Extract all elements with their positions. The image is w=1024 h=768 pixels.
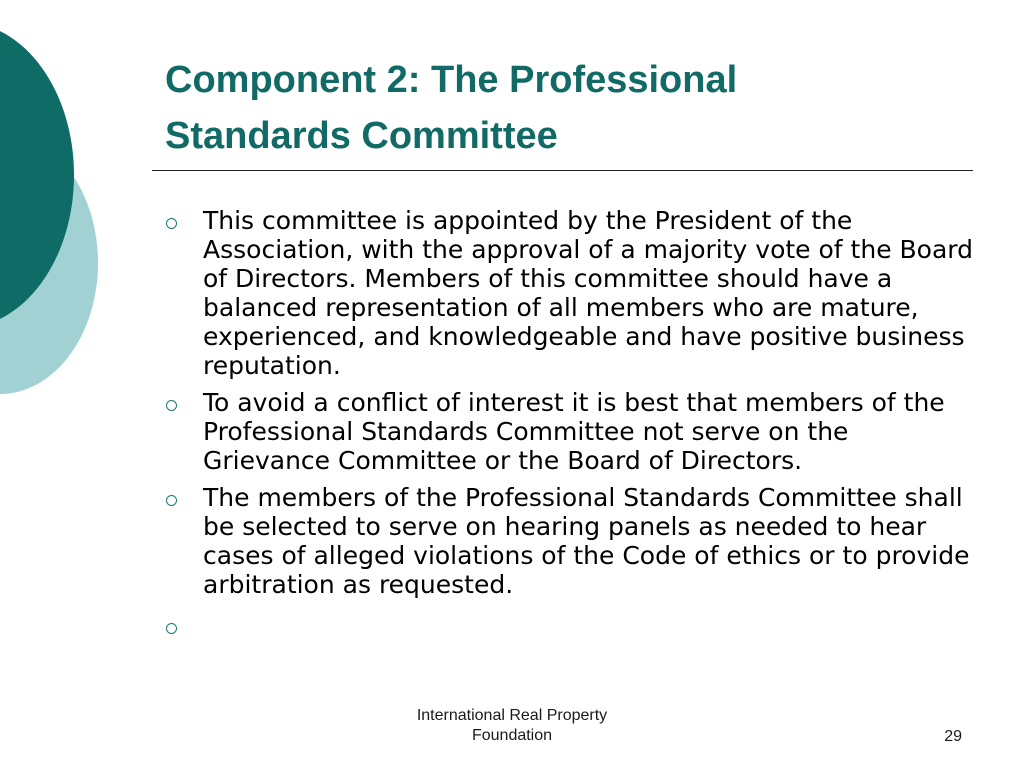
hollow-circle-bullet-icon [166,495,177,506]
bullet-item [163,483,983,599]
bullet-item [163,206,983,380]
hollow-circle-bullet-icon [166,218,177,229]
slide-title [165,52,985,164]
bullet-text: To avoid a conflict of interest it is best that members of the Professional Standards Committee not serve on the Grievance Committee or the Board of Directors. [203,388,945,475]
footer-line-2: Foundation [471,727,553,744]
slide-title-line-1: Component 2: The Professional [165,59,738,101]
bullet-text: The members of the Professional Standards Committee shall be selected to serve on hearing panels as needed to hear cases of alleged violations of the Code of ethics or to provide arbitration as requested. [203,483,970,599]
footer-line-1: International Real Property [416,707,608,724]
bullet-item-empty [163,611,983,640]
hollow-circle-bullet-icon [166,623,177,634]
slide-title-line-2: Standards Committee [165,115,558,157]
bullet-text: This committee is appointed by the President of the Association, with the approval of a majority vote of the Board of Directors. Members of this committee should have a balanced representation of all members who are mature, experienced, and knowledgeable and have positive business reputation. [203,206,973,380]
footer-organization [362,706,662,746]
title-divider [152,170,973,171]
hollow-circle-bullet-icon [166,400,177,411]
bullet-item [163,388,983,475]
slide-page-number: 29 [944,728,962,745]
bullet-list [163,206,983,648]
